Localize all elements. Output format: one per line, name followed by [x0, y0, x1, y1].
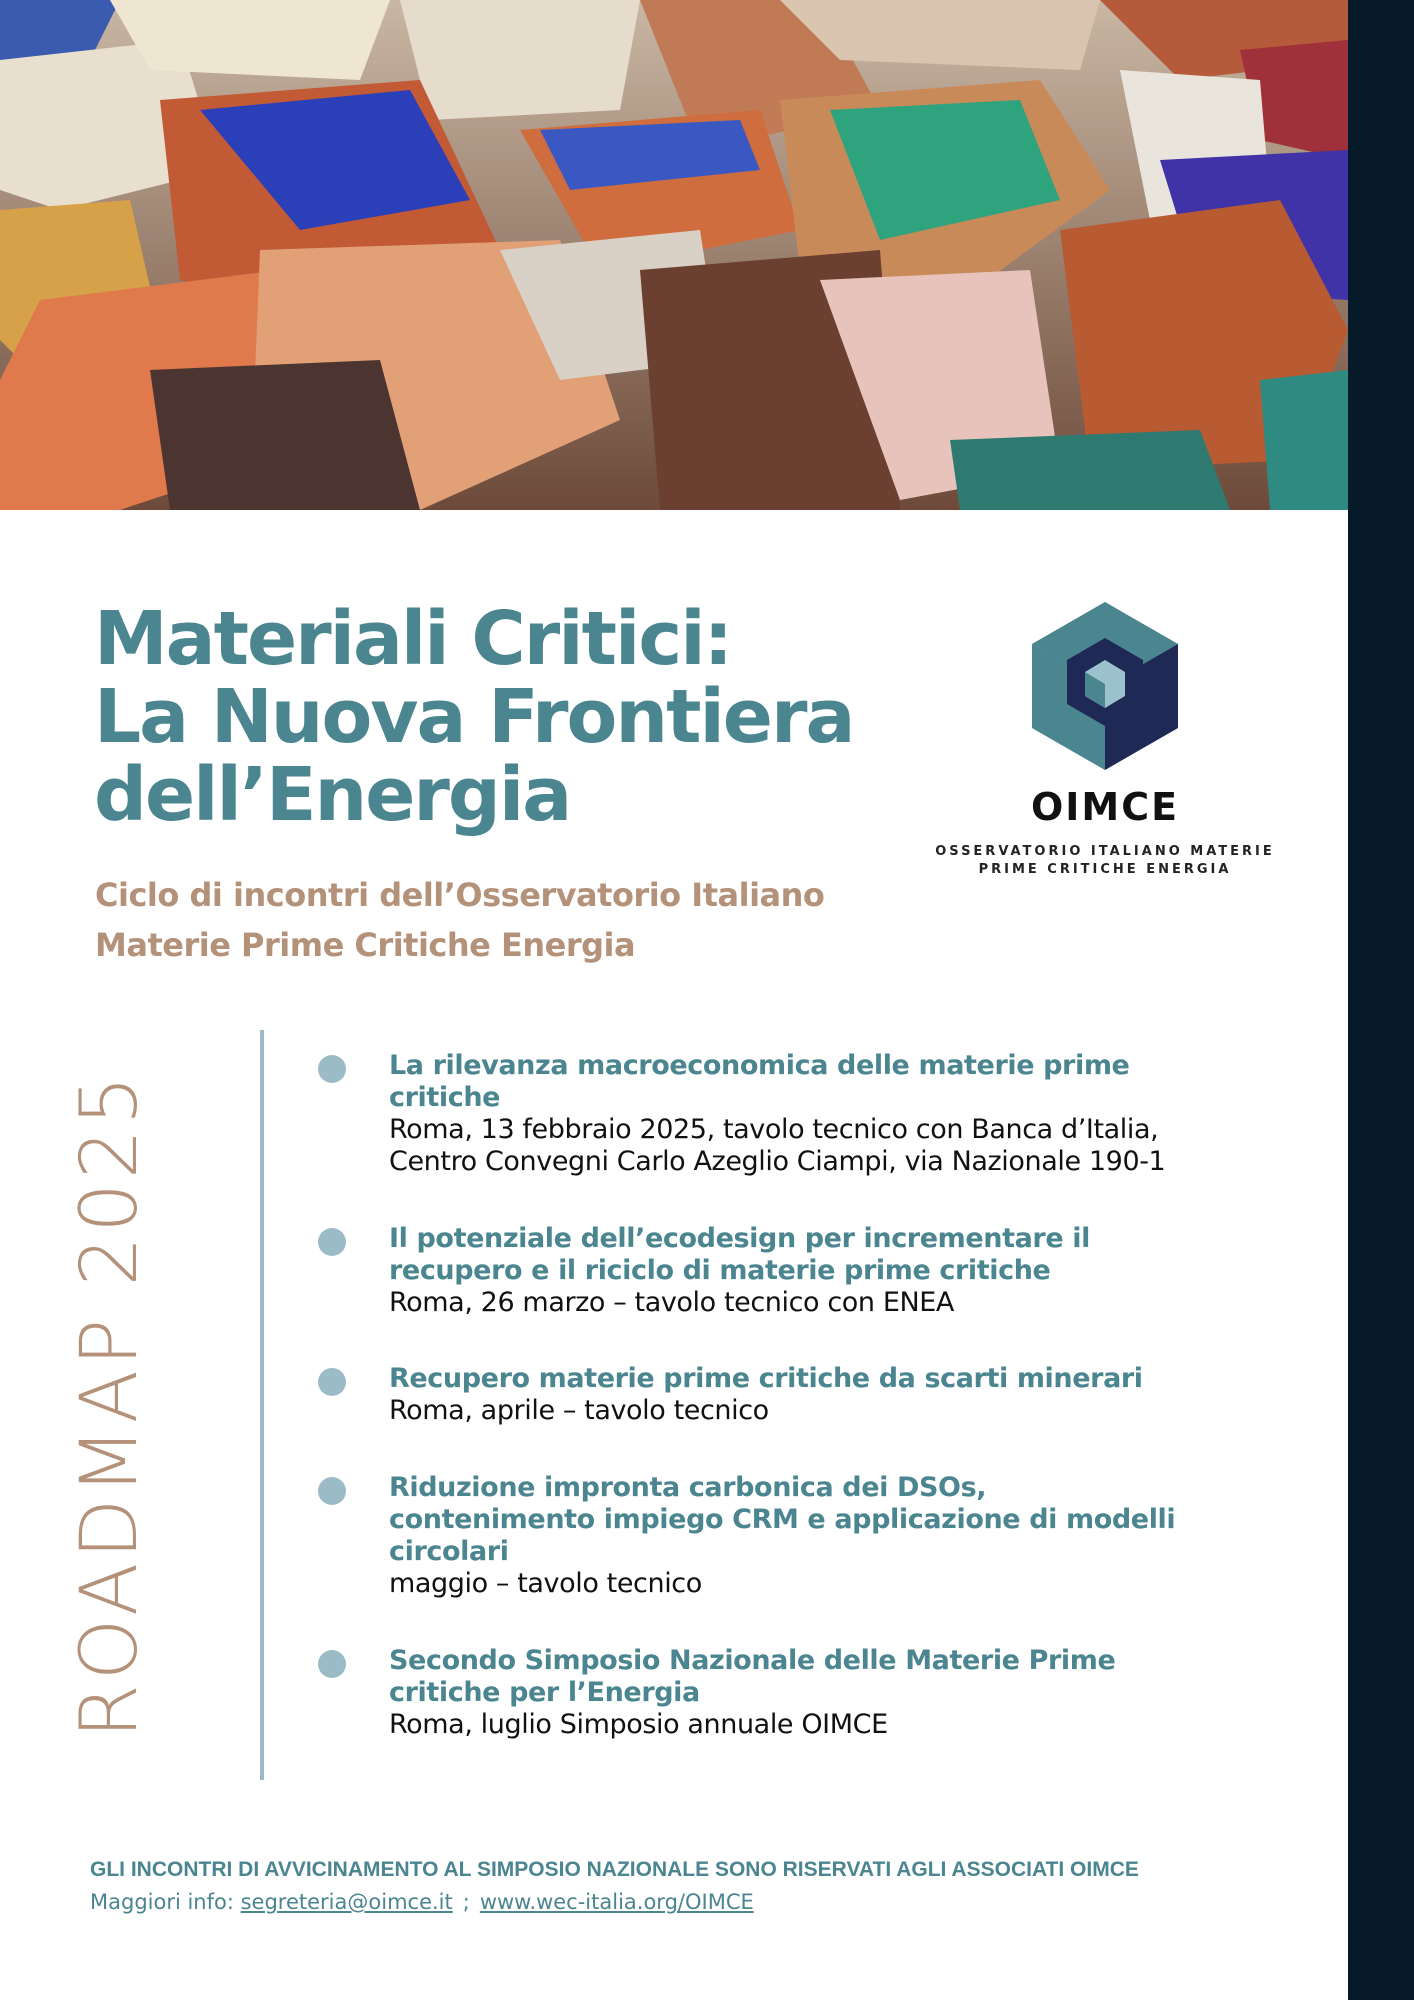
subtitle-line: Materie Prime Critiche Energia [95, 926, 636, 964]
event-title-line: Il potenziale dell’ecodesign per incrementare il [389, 1223, 1090, 1254]
logo-tagline-line: OSSERVATORIO ITALIANO MATERIE [935, 844, 1275, 859]
bullet-icon [318, 1368, 346, 1396]
logo-name: OIMCE [1030, 785, 1180, 829]
event-item [300, 1363, 1300, 1472]
event-detail-line: Roma, luglio Simposio annuale OIMCE [389, 1709, 888, 1740]
minerals-photo-icon [0, 0, 1348, 510]
event-item [300, 1645, 1300, 1755]
footer-separator: ; [462, 1890, 470, 1914]
footer-info-prefix: Maggiori info: [90, 1890, 241, 1914]
email-link[interactable]: segreteria@oimce.it [240, 1890, 453, 1914]
event-title-line: La rilevanza macroeconomica delle materie prime [389, 1050, 1130, 1081]
event-title-line: Secondo Simposio Nazionale delle Materie Prime [389, 1645, 1116, 1676]
event-detail-line: maggio – tavolo tecnico [389, 1568, 702, 1599]
subtitle-line: Ciclo di incontri dell’Osservatorio Italiano [95, 876, 825, 914]
event-title-line: circolari [389, 1536, 509, 1567]
events-list [300, 1050, 1300, 1755]
event-detail-line: Roma, aprile – tavolo tecnico [389, 1395, 769, 1426]
roadmap-vertical-label: ROADMAP 2025 [65, 1071, 155, 1739]
event-title-line: recupero e il riciclo di materie prime critiche [389, 1255, 1051, 1286]
website-link[interactable]: www.wec-italia.org/OIMCE [479, 1890, 754, 1914]
event-item [300, 1050, 1300, 1194]
event-detail [389, 1114, 1300, 1178]
event-item [300, 1223, 1300, 1363]
page-title [94, 596, 914, 838]
timeline-divider [260, 1030, 264, 1780]
bullet-icon [318, 1055, 346, 1083]
event-title-line: critiche per l’Energia [389, 1677, 700, 1708]
event-detail-line: Roma, 26 marzo – tavolo tecnico con ENEA [389, 1287, 955, 1318]
title-line: dell’Energia [94, 752, 571, 838]
event-title-line: critiche [389, 1082, 501, 1113]
right-dark-band [1348, 0, 1414, 2000]
event-detail [389, 1395, 1300, 1427]
bullet-icon [318, 1228, 346, 1256]
event-title [389, 1472, 1300, 1568]
event-title [389, 1223, 1300, 1287]
footer-note: GLI INCONTRI DI AVVICINAMENTO AL SIMPOSIO NAZIONALE SONO RISERVATI AGLI ASSOCIATI OIMCE [90, 1858, 1139, 1881]
bullet-icon [318, 1650, 346, 1678]
event-item [300, 1472, 1300, 1645]
oimce-logo [900, 598, 1310, 898]
event-detail-line: Centro Convegni Carlo Azeglio Ciampi, via Nazionale 190-1 [389, 1146, 1166, 1177]
page-subtitle [95, 870, 895, 970]
event-title-line: Recupero materie prime critiche da scarti minerari [389, 1363, 1143, 1394]
hero-minerals-image [0, 0, 1348, 510]
event-title [389, 1050, 1300, 1114]
logo-tagline-line: PRIME CRITICHE ENERGIA [978, 862, 1232, 877]
event-title [389, 1645, 1300, 1709]
event-detail-line: Roma, 13 febbraio 2025, tavolo tecnico con Banca d’Italia, [389, 1114, 1159, 1145]
event-title [389, 1363, 1300, 1395]
logo-tagline [900, 843, 1310, 879]
event-detail [389, 1568, 1300, 1600]
hexagon-cube-logo-icon [1025, 598, 1185, 773]
title-line: La Nuova Frontiera [94, 674, 854, 760]
title-line: Materiali Critici: [94, 596, 732, 682]
footer-info [90, 1890, 754, 1914]
event-title-line: contenimento impiego CRM e applicazione di modelli [389, 1504, 1176, 1535]
event-title-line: Riduzione impronta carbonica dei DSOs, [389, 1472, 987, 1503]
event-detail [389, 1287, 1300, 1319]
bullet-icon [318, 1477, 346, 1505]
event-detail [389, 1709, 1300, 1741]
